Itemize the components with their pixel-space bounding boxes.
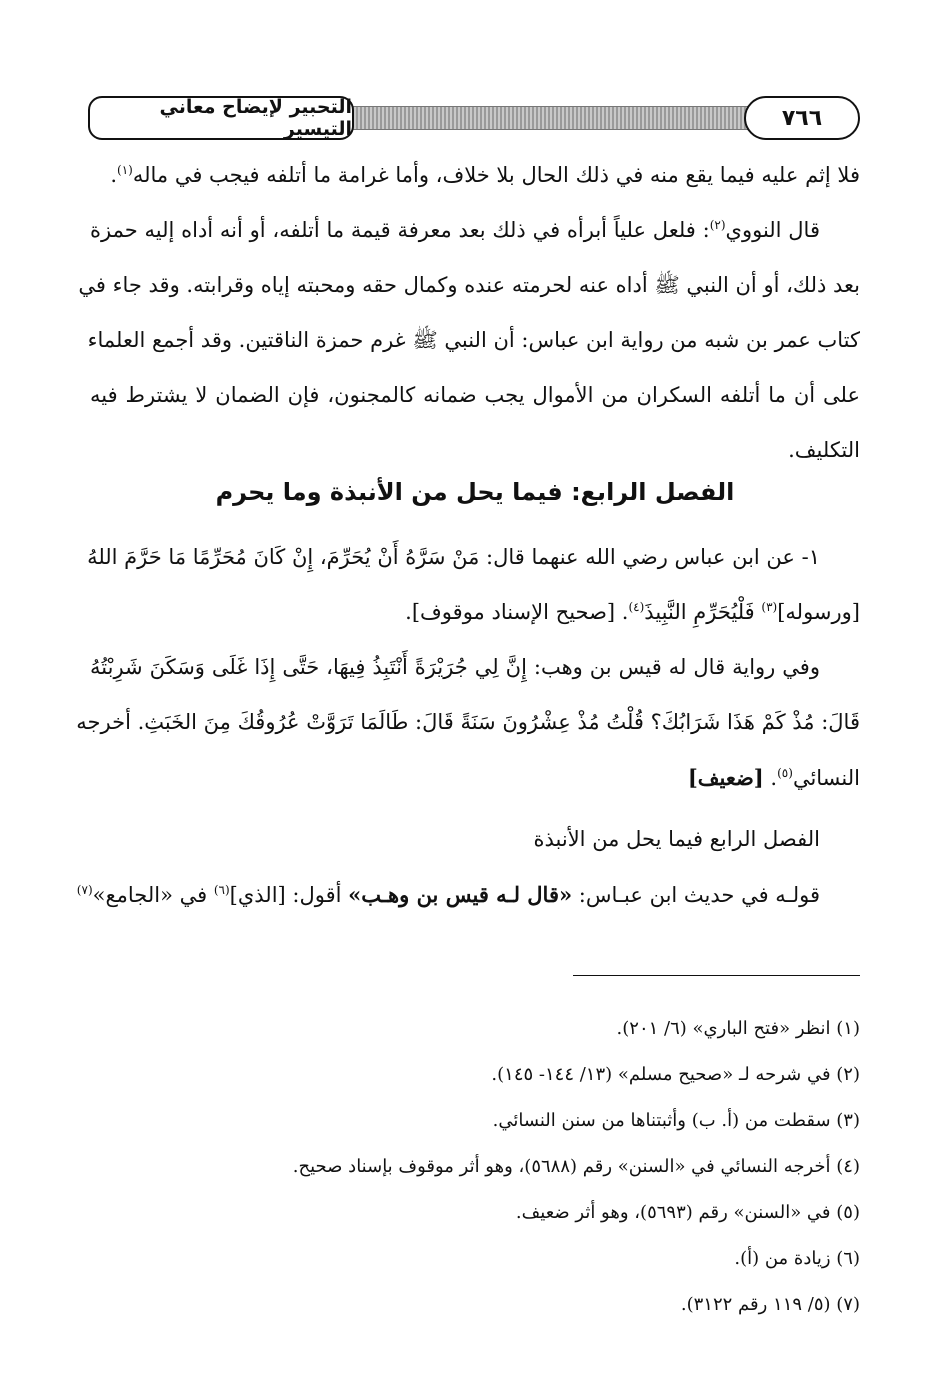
grade-label: [ضعيف] [687,765,764,790]
footnote-marker: (٤) [628,600,645,614]
commentary-line: قولـه في حديث ابن عبـاس: «قال لـه قيس بن وهـب» أقول: [الذي]$^{(٦)}$ في «الجامع»$^{(٧)}$ [76,882,820,907]
hadith-line: قَالَ: مُذْ كَمْ هَذَا شَرَابُكَ؟ قُلْتُ مُذْ عِشْرُونَ سَنَةً قَالَ: طَالَمَا تَرَوَّتْ عُرُوقُكَ مِنَ الخَبَثِ. أخرجه [76,710,860,734]
paragraph-line: على أن ما أتلفه السكران من الأموال يجب ضمانه كالمجنون، فإن الضمان لا يشترط فيه [90,383,860,407]
page-header [88,92,860,146]
opening-paragraphs [78,148,860,478]
footnote-marker: (٦) [213,883,230,897]
hadith-line: وفي رواية قال له قيس بن وهب: إِنَّ لِي جُرَيْرَةً أَنْتَبِذُ فِيهَا، حَتَّى إِذَا غَلَى وَسَكَنَ شَرِبْتُهُ [90,655,820,679]
commentary-block [76,812,860,923]
footnote-marker: (١) [117,163,133,177]
hadith-line: [ورسوله]$^{(٣)}$ فَلْيُحَرِّمِ النَّبِيذَ$^{(٤)}$. [صحيح الإسناد موقوف]. [405,600,860,624]
footnote-item: (٣) سقطت من (أ. ب) وأثبتناها من سنن النسائي. [492,1110,860,1131]
footnote-marker: (٥) [777,766,793,780]
footnote-item: (٤) أخرجه النسائي في «السنن» رقم (٥٦٨٨)، وهو أثر موقوف بإسناد صحيح. [292,1156,860,1177]
paragraph-line: فلا إثم عليه فيما يقع منه في ذلك الحال بلا خلاف، وأما غرامة ما أتلفه فيجب في ماله$^{(١)}$. [110,163,860,187]
footnote-item: (٥) في «السنن» رقم (٥٦٩٣)، وهو أثر ضعيف. [515,1202,860,1223]
paragraph-line: قال النووي$^{(٢)}$: فلعل علياً أبرأه في ذلك بعد معرفة قيمة ما أتلفه، أو أنه أداه إليه حمزة [90,218,820,242]
footnotes [90,1006,860,1328]
section-heading: الفصل الرابع: فيما يحل من الأنبذة وما يحرم [215,478,735,506]
quoted-phrase: «قال لـه قيس بن وهـب» [348,882,573,907]
paragraph-line: التكليف. [788,438,860,462]
commentary-heading: الفصل الرابع فيما يحل من الأنبذة [533,827,820,851]
footnote-marker: (٢) [709,218,726,232]
hadith-line: ١- عن ابن عباس رضي الله عنهما قال: مَنْ سَرَّهُ أَنْ يُحَرِّمَ، إِنْ كَانَ مُحَرِّمًا مَا حَرَّمَ اللهُ [87,545,820,569]
paragraph-line: بعد ذلك، أو أن النبي ﷺ أداه عنه لحرمته عنده وكمال حقه ومحبته إياه وقرابته. وقد جاء في [78,273,860,297]
paragraph-line: كتاب عمر بن شبه من رواية ابن عباس: أن النبي ﷺ غرم حمزة الناقتين. وقد أجمع العلماء [87,328,860,352]
book-title: التحبير لإيضاح معاني التيسير [88,96,354,140]
footnote-item: (١) انظر «فتح الباري» (٦/ ٢٠١). [616,1018,860,1039]
footnote-item: (٧) (٥/ ١١٩ رقم ٣١٢٢). [680,1294,860,1315]
page-number: ٧٦٦ [744,96,860,140]
hadith-line: النسائي$^{(٥)}$. [ضعيف] [687,765,860,790]
footnote-divider [573,975,860,976]
footnote-marker: (٧) [76,883,93,897]
footnote-item: (٦) زيادة من (أ). [734,1248,860,1269]
footnote-marker: (٣) [761,600,778,614]
hadith-block [76,530,860,806]
footnote-item: (٢) في شرحه لـ «صحيح مسلم» (١٣/ ١٤٤- ١٤٥). [491,1064,860,1085]
